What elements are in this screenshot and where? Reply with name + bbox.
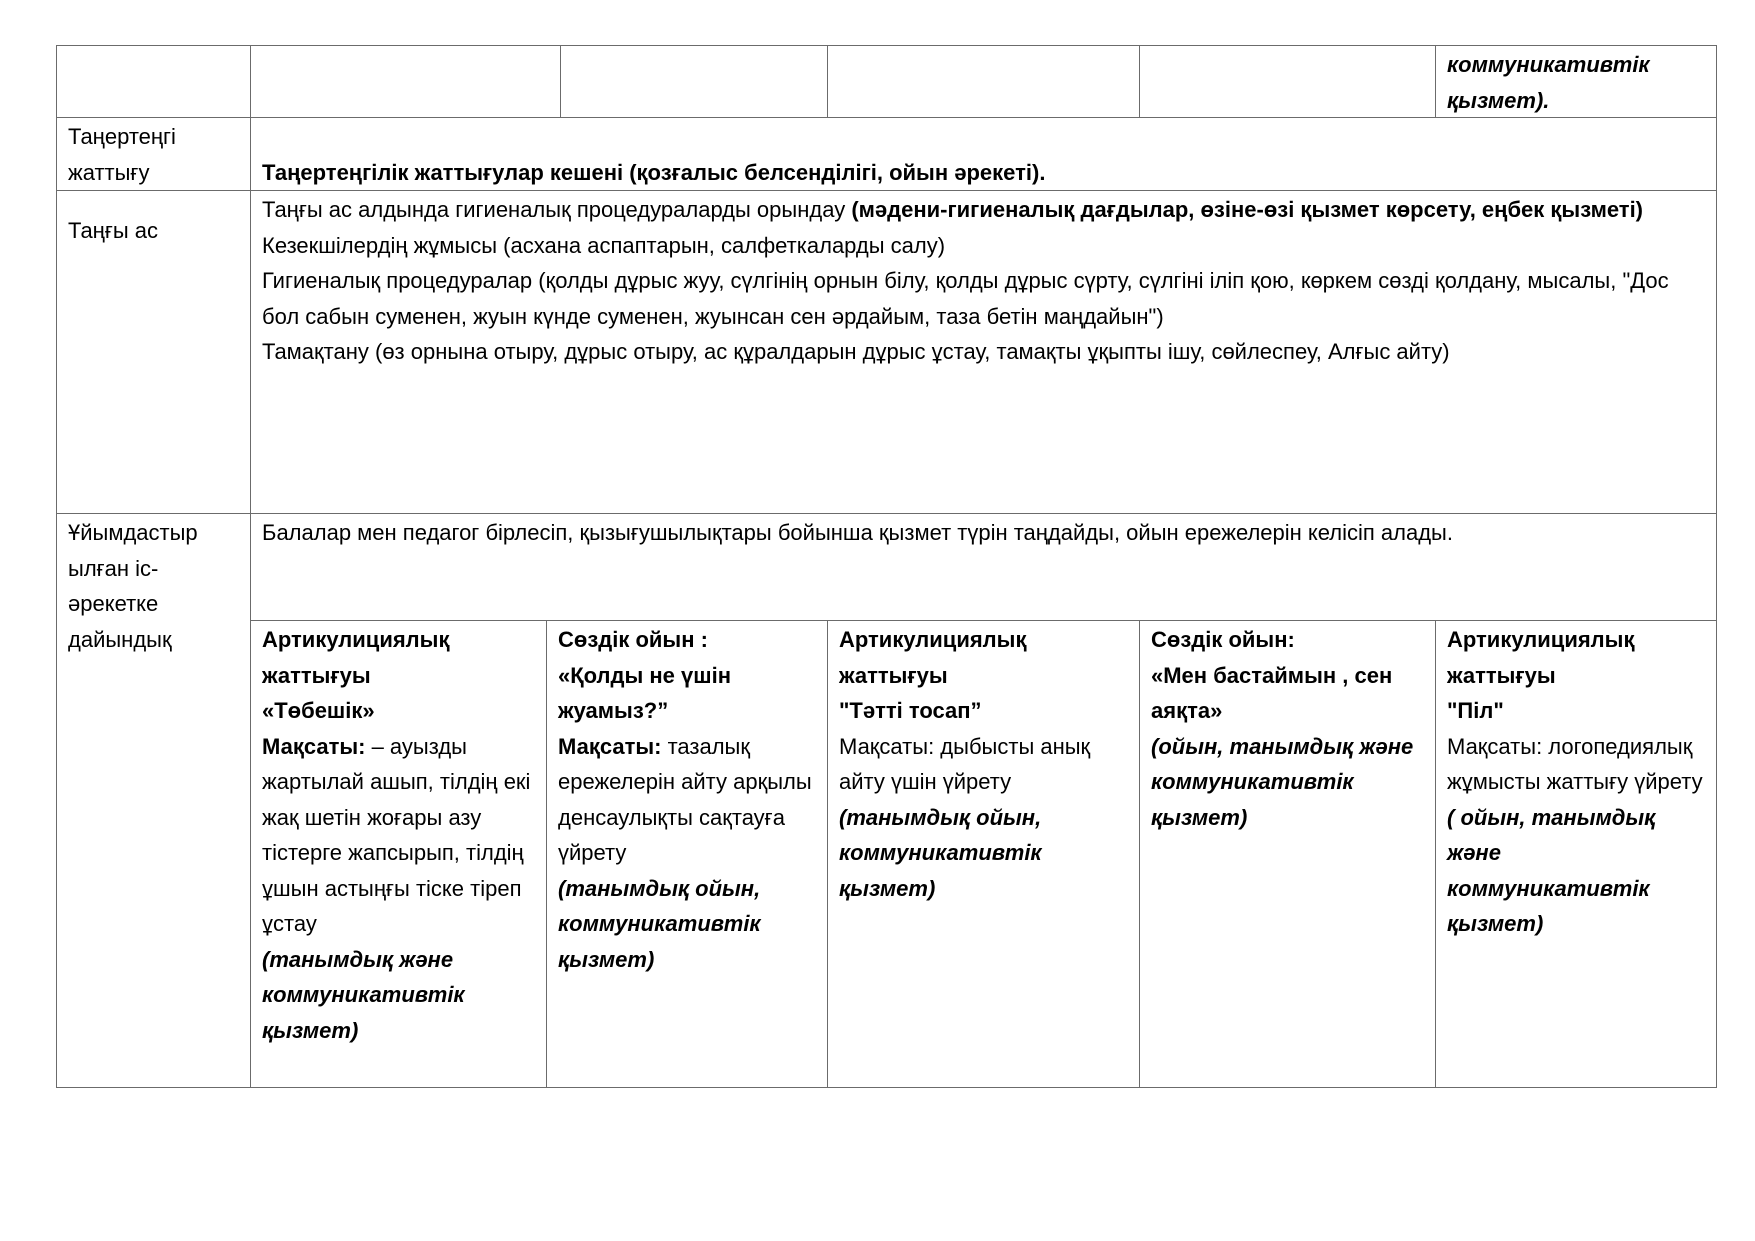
activity-goal-text: Мақсаты: дыбысты анық айту үшін үйрету <box>839 733 1091 794</box>
activity-goal-text: тазалық ережелерін айту арқылы денсаулықты сақтауға үйрету <box>558 733 812 865</box>
table-border <box>827 45 828 117</box>
breakfast-paragraph-4: Тамақтану (өз орнына отыру, дұрыс отыру, ас құралдарын дұрыс ұстау, тамақты ұқыпты ішу, сөйлеспеу, Алғыс айту) <box>262 339 1450 364</box>
breakfast-paragraph-2: Кезекшілердің жұмысы (асхана аспаптарын, салфеткаларды салу) <box>262 232 946 258</box>
table-border <box>1139 45 1140 117</box>
activity-card <box>251 621 546 1087</box>
activity-card <box>1436 621 1716 1087</box>
activity-card <box>547 621 827 1087</box>
row-label-organized-activity: Ұйымдастыр ылған іс- әрекетке дайындық <box>68 520 198 652</box>
morning-exercise-title: Таңертеңгілік жаттығулар кешені (қозғалыс белсенділігі, ойын әрекеті). <box>262 159 1046 185</box>
activity-title: Сөздік ойын : «Қолды не үшін жуамыз?” <box>558 627 732 723</box>
activity-tag: (ойын, танымдық және коммуникативтік қызмет) <box>1151 733 1414 830</box>
activity-goal-text: Мақсаты: логопедиялық жұмысты жаттығу үйрету <box>1447 733 1703 794</box>
morning-exercise-content <box>251 118 1716 190</box>
activity-title: Артикулициялық жаттығуы «Төбешік» <box>262 627 450 723</box>
table-border <box>560 45 561 117</box>
activity-goal-label: Мақсаты: <box>262 733 366 759</box>
row-label-breakfast: Таңғы ас <box>68 218 159 243</box>
activity-tag: (танымдық және коммуникативтік қызмет) <box>262 946 465 1043</box>
activity-goal-text: – ауызды жартылай ашып, тілдің екі жақ шетін жоғары азу тістерге жапсырып, тілдің ұшын астыңғы тіске тіреп ұстау <box>262 733 531 936</box>
organized-activity-intro: Балалар мен педагог бірлесіп, қызығушылықтары бойынша қызмет түрін таңдайды, ойын ережелерін келісіп алады. <box>262 520 1453 545</box>
table-border <box>1716 45 1717 1088</box>
activity-title: Сөздік ойын: «Мен бастаймын , сен аяқта» <box>1151 627 1393 723</box>
activity-card <box>828 621 1139 1087</box>
activity-tag: ( ойын, танымдық және коммуникативтік қызмет) <box>1447 804 1656 936</box>
activity-tag: (танымдық ойын, коммуникативтік қызмет) <box>558 875 761 972</box>
breakfast-paragraph-1: Таңғы ас алдында гигиеналық процедураларды орындау (мәдени-гигиеналық дағдылар, өзіне-өзі қызмет көрсету, еңбек қызметі) <box>262 197 1644 222</box>
activity-title: Артикулициялық жаттығуы "Тәтті тосап” <box>839 627 1027 723</box>
activity-tag: (танымдық ойын, коммуникативтік қызмет) <box>839 804 1042 901</box>
table-border <box>56 1087 1717 1088</box>
breakfast-paragraph-3: Гигиеналық процедуралар (қолды дұрыс жуу, сүлгінің орнын білу, қолды дұрыс сүрту, сүлгіні іліп қою, көркем сөзді қолдану, мысалы, "Дос бол сабын суменен, жуын күнде суменен, жуынсан сен әрдайым, таза бетін маңдайын") <box>262 268 1669 329</box>
activity-title: Артикулициялық жаттығуы "Піл" <box>1447 627 1635 723</box>
row-label-morning-exercise: Таңертеңгі жаттығу <box>68 124 176 185</box>
activity-goal-label: Мақсаты: <box>558 733 662 759</box>
continued-cell-text: коммуникативтік қызмет). <box>1447 52 1650 113</box>
breakfast-content <box>251 191 1716 513</box>
activity-card <box>1140 621 1435 1087</box>
